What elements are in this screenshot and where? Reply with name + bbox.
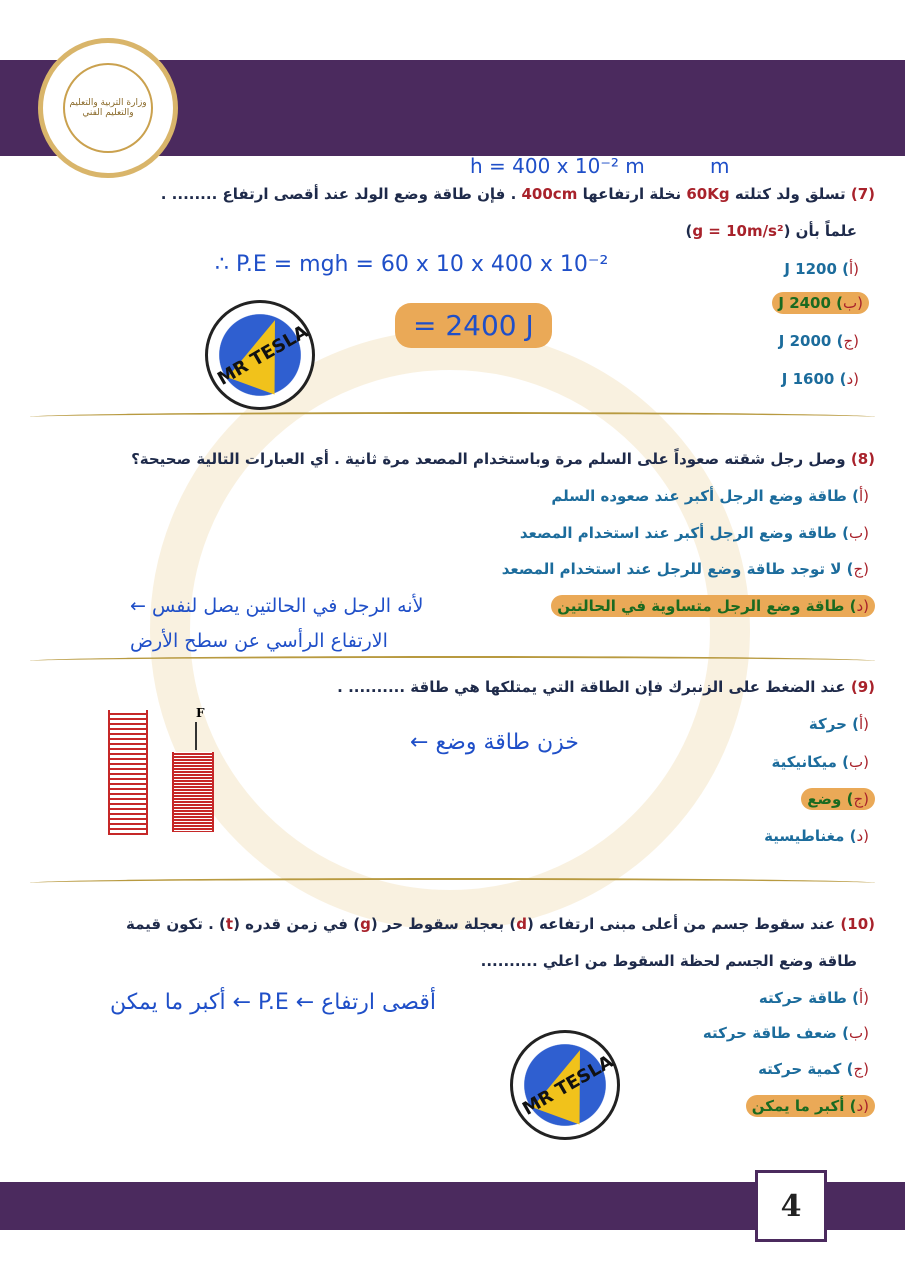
brand-text: MR TESLA: [214, 321, 312, 390]
option-c[interactable]: (ج) كمية حركته: [758, 1060, 869, 1078]
spring-relaxed-icon: [108, 710, 148, 835]
force-arrow-icon: [195, 722, 197, 750]
divider: [30, 412, 875, 422]
option-b[interactable]: (ب) ضعف طاقة حركته: [702, 1024, 869, 1042]
option-d[interactable]: (د) مغناطيسية: [764, 827, 869, 845]
question-10: (10) عند سقوط جسم من أعلى مبنى ارتفاعه (d) بعجلة سقوط حر (g) في زمن قدره (t) . تكون قيمة: [126, 915, 875, 933]
option-b-correct[interactable]: (ب) 2400 J: [772, 292, 869, 314]
brand-text: MR TESLA: [519, 1051, 617, 1120]
handwritten-note: لأنه الرجل في الحالتين يصل لنفس ←: [130, 595, 424, 617]
force-label: F: [196, 706, 205, 720]
option-b[interactable]: (ب) طاقة وضع الرجل أكبر عند استخدام المصعد: [519, 524, 869, 542]
handwritten-answer: = 2400 J: [395, 303, 552, 348]
divider: [30, 878, 875, 888]
question-10-line2: طاقة وضع الجسم لحظة السقوط من اعلي ..........: [480, 952, 857, 970]
option-d-correct[interactable]: (د) طاقة وضع الرجل متساوية في الحالتين: [551, 595, 875, 617]
mr-tesla-logo: [205, 300, 315, 410]
spring-compressed-icon: [172, 752, 214, 832]
handwritten-note: m: [710, 154, 730, 178]
handwritten-note: خزن طاقة وضع ←: [410, 730, 579, 755]
option-a[interactable]: (أ) طاقة حركته: [758, 989, 869, 1007]
option-c[interactable]: (ج) 2000 J: [778, 332, 859, 350]
option-d[interactable]: (د) 1600 J: [781, 370, 859, 388]
option-c[interactable]: (ج) لا توجد طاقة وضع للرجل عند استخدام المصعد: [501, 560, 869, 578]
question-7: (7) تسلق ولد كتلته 60Kg نخلة ارتفاعها 400cm . فإن طاقة وضع الولد عند أقصى ارتفاع ........ .: [160, 185, 875, 203]
question-8: (8) وصل رجل شقته صعوداً على السلم مرة وباستخدام المصعد مرة ثانية . أي العبارات التالية صحيحة؟: [131, 450, 875, 468]
option-b[interactable]: (ب) ميكانيكية: [771, 753, 869, 771]
handwritten-note: الارتفاع الرأسي عن سطح الأرض: [130, 630, 388, 652]
handwritten-note: h = 400 x 10⁻² m: [470, 154, 645, 178]
page-number: 4: [755, 1170, 827, 1242]
option-c-correct[interactable]: (ج) وضع: [801, 788, 875, 810]
mr-tesla-logo: [510, 1030, 620, 1140]
option-d-correct[interactable]: (د) أكبر ما يمكن: [746, 1095, 875, 1117]
question-7-given: علماً بأن (g = 10m/s²): [685, 222, 857, 240]
option-a[interactable]: (أ) حركة: [808, 715, 869, 733]
divider: [30, 656, 875, 666]
option-a[interactable]: (أ) 1200 J: [784, 260, 859, 278]
question-9: (9) عند الضغط على الزنبرك فإن الطاقة التي يمتلكها هي طاقة .......... .: [337, 678, 875, 696]
option-a[interactable]: (أ) طاقة وضع الرجل أكبر عند صعوده السلم: [551, 487, 869, 505]
handwritten-note: أقصى ارتفاع ← P.E ← أكبر ما يمكن: [110, 990, 437, 1015]
handwritten-note: ∴ P.E = mgh = 60 x 10 x 400 x 10⁻²: [215, 252, 609, 277]
ministry-logo: وزارة التربية والتعليم والتعليم الفني: [38, 38, 178, 178]
